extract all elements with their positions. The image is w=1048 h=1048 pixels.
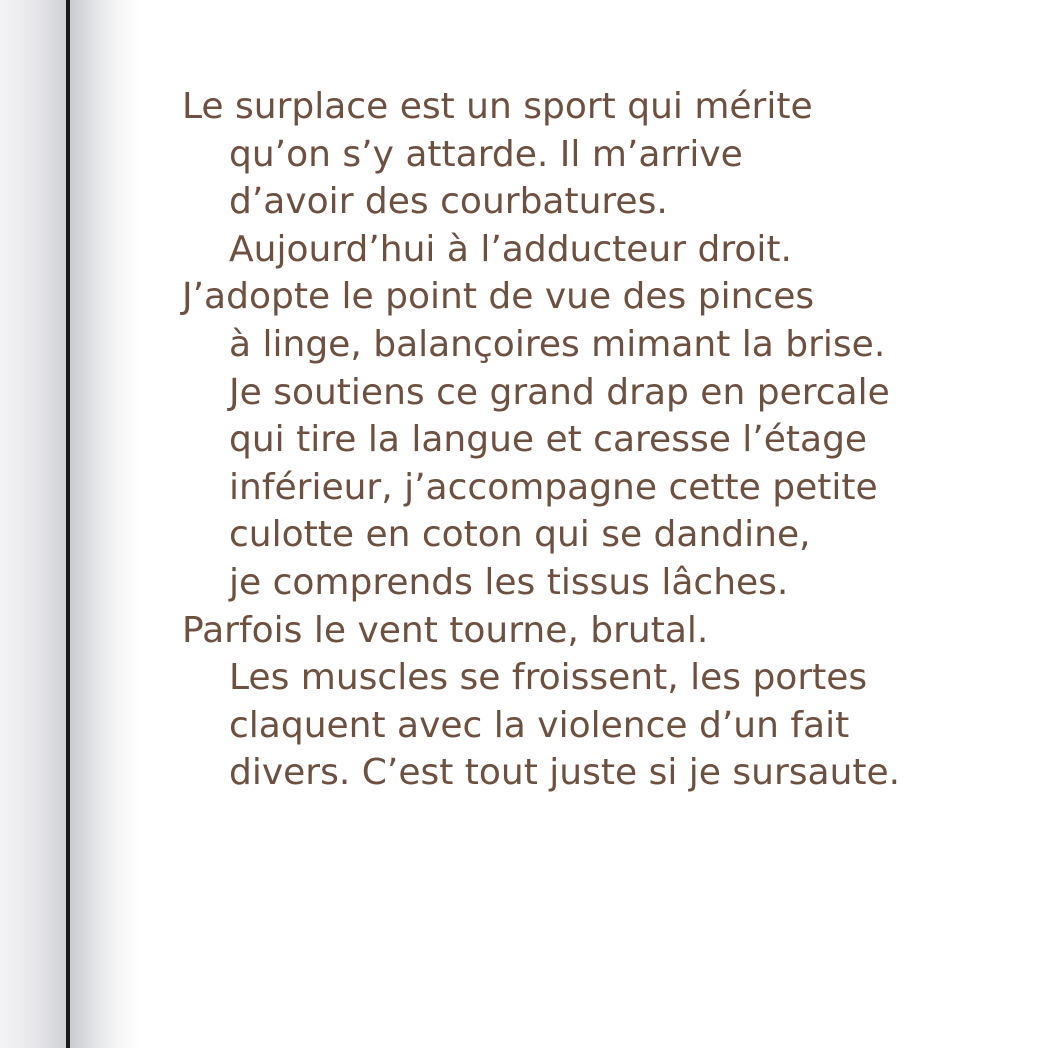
- poem-line: Les muscles se froissent, les portes: [229, 657, 868, 699]
- poem-line: à linge, balançoires mimant la brise.: [229, 323, 886, 365]
- poem-line: Le surplace est un sport qui mérite: [182, 86, 813, 127]
- poem-line: inférieur, j’accompagne cette petite: [229, 466, 878, 508]
- poem-line: Je soutiens ce grand drap en percale: [229, 371, 890, 413]
- poem-line: claquent avec la violence d’un fait: [229, 704, 850, 746]
- poem-line: Aujourd’hui à l’adducteur droit.: [229, 228, 792, 270]
- poem-line: je comprends les tissus lâches.: [229, 561, 789, 603]
- page-edge: [0, 0, 68, 1048]
- poem-text: [182, 83, 900, 797]
- poem-line: Parfois le vent tourne, brutal.: [182, 609, 709, 651]
- gutter-shadow: [70, 0, 140, 1048]
- poem-line: culotte en coton qui se dandine,: [229, 514, 811, 556]
- poem-line: qu’on s’y attarde. Il m’arrive: [229, 133, 743, 175]
- poem-line: d’avoir des courbatures.: [229, 181, 668, 223]
- poem-line: J’adopte le point de vue des pinces: [182, 276, 815, 318]
- poem-line: qui tire la langue et caresse l’étage: [229, 419, 868, 461]
- poem-line: divers. C’est tout juste si je sursaute.: [229, 752, 901, 794]
